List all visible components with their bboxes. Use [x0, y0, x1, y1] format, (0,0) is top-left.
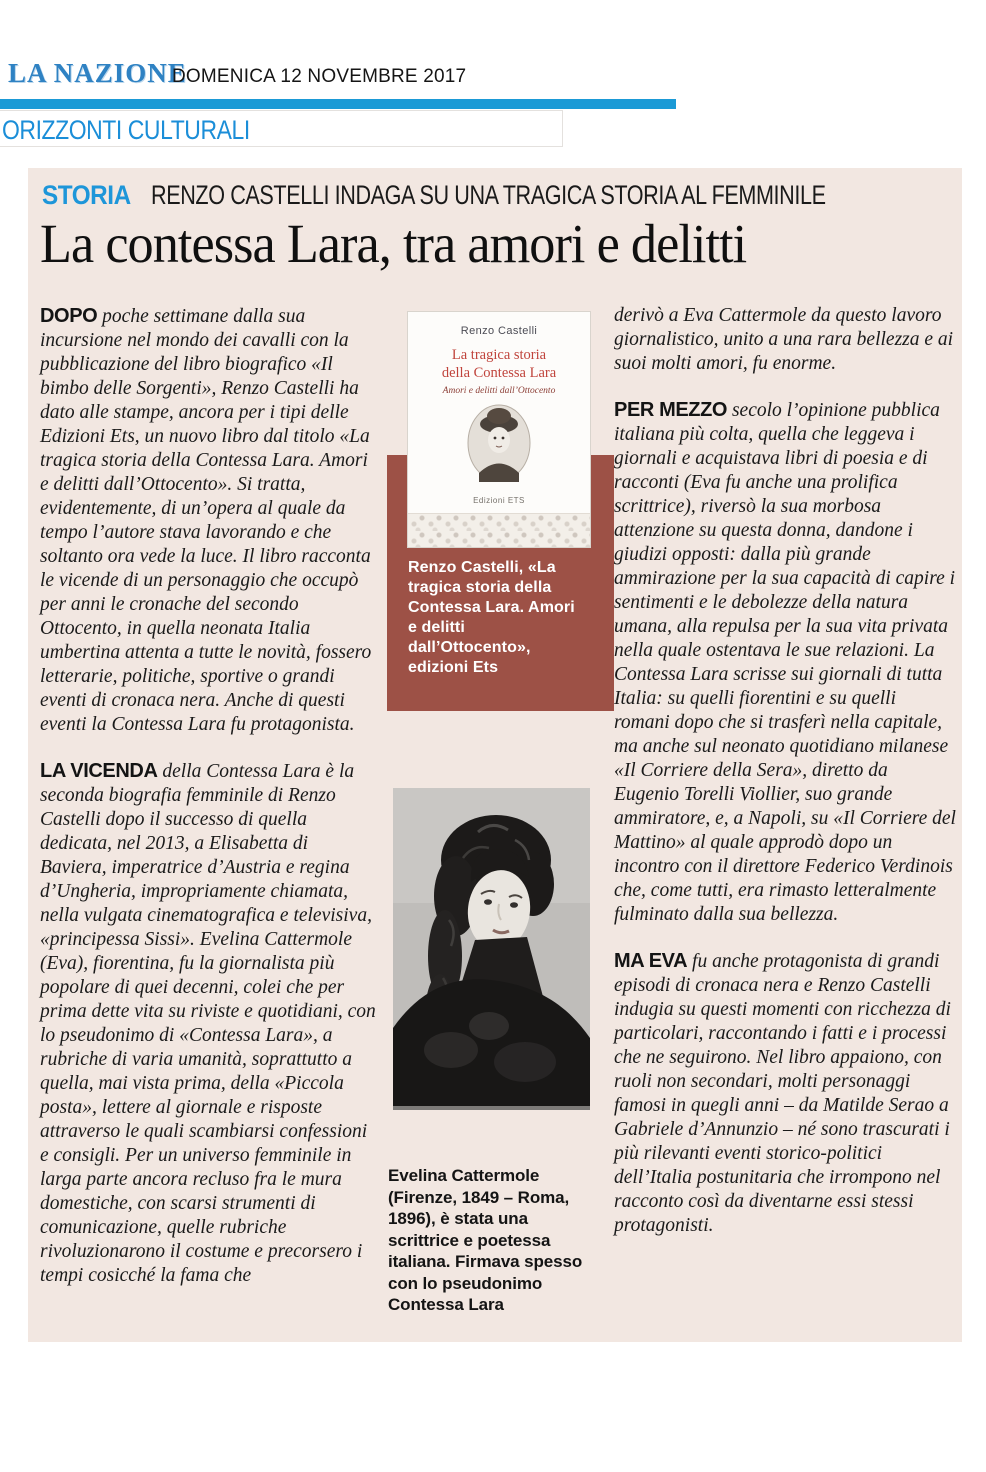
book-cover-lace-pattern [408, 513, 590, 547]
headline-text: La contessa Lara, tra amori e delitti [40, 213, 747, 274]
photo-caption: Evelina Cattermole (Firenze, 1849 – Roma, 1896), è stata una scrittrice e poetessa italiana. Firmava spesso con lo pseudonimo Contessa Lara [388, 1166, 583, 1314]
paragraph [614, 304, 956, 376]
book-cover-image [407, 311, 591, 548]
article-block [28, 168, 962, 1342]
paragraph-text: fu anche protagonista di grandi episodi di cronaca nera e Renzo Castelli indugia su questi momenti con ricchezza di particolari, raccontando i fatti e i processi che ne seguirono. Nel libro appaiono, con ruoli non secondari, molti personaggi famosi in quegli anni – da Matilde Serao a Gabriele d’Annunzio – né sono trascurati i più rilevanti eventi storico-politici dell’Italia postunitaria che irrompono nel racconto così da diventarne essi stessi protagonisti. [614, 951, 951, 1236]
paragraph [614, 949, 956, 1238]
book-caption: Renzo Castelli, «La tragica storia della Contessa Lara. Amori e delitti dall’Ottocento», edizioni Ets [408, 559, 575, 676]
paragraph [40, 304, 378, 737]
masthead-logo: LA NAZIONE [8, 58, 187, 88]
book-cover-portrait-image [408, 403, 590, 488]
paragraph-lead: MA EVA [614, 950, 688, 972]
paragraph-text: della Contessa Lara è la seconda biografia femminile di Renzo Castelli dopo il successo di quella dedicata, nel 2013, a Elisabetta di Baviera, imperatrice d’Austria e regina d’Ungheria, impropriamente chiamata, nella vulgata cinematografica e televisiva, «principessa Sissi». Evelina Cattermole (Eva), fiorentina, fu la giornalista più popolare di quei decenni, colei che per prima dette vita su riviste e quotidiani, con lo pseudonimo di «Contessa Lara», a rubriche di varia umanità, soprattutto a quella, mai vista prima, della «Piccola posta», lettere al giornale e risposte attraverso le quali scambiarsi confessioni e consigli. Per un universo femminile in larga parte ancora recluso fra le mura domestiche, con scarsi strumenti di comunicazione, quelle rubriche rivoluzionarono il costume e precorsero i tempi cosicché la fama che [40, 761, 376, 1286]
evelina-portrait-photo [393, 788, 590, 1110]
kicker [42, 180, 962, 211]
paragraph-text: poche settimane dalla sua incursione nel mondo dei cavalli con la pubblicazione del libro biografico «Il bimbo delle Sorgenti», Renzo Castelli ha dato alle stampe, ancora per i tipi delle Edizioni Ets, un nuovo libro dal titolo «La tragica storia della Contessa Lara. Amori e delitti dall’Ottocento». Si tratta, evidentemente, di un’opera al quale da tempo l’autore stava lavorando e che soltanto ora vede la luce. Il libro racconta le vicende di un personaggio che occupò per anni le cronache del secondo Ottocento, in quella neonata Italia umbertina attenta a tutte le novità, fossero letterarie, politiche, sportive o grandi eventi di cronaca nera. Anche di questi eventi la Contessa Lara fu protagonista. [40, 306, 372, 735]
left-column [40, 304, 378, 1310]
book-cover-title-line2: della Contessa Lara [441, 365, 557, 381]
book-cover-subtitle: Amori e delitti dall’Ottocento [442, 386, 556, 396]
book-cover-publisher: Edizioni ETS [473, 496, 525, 505]
book-cover-author: Renzo Castelli [460, 325, 538, 337]
paragraph-text: secolo l’opinione pubblica italiana più colta, quella che leggeva i giornali e acquistava libri di poesia e di racconti (Eva fu anche una prolifica scrittrice), riversò la sua morbosa attenzione su questa donna, dandone i giudizi opposti: dalla più grande ammirazione per la sua capacità di capire i sentimenti e le debolezze della natura umana, alla repulsa per la sua vita privata nella quale ostentava le sue relazioni. La Contessa Lara scrisse sui giornali di tutta Italia: su quelli fiorentini e su quelli romani dopo che si trasferì nella capitale, ma anche sul neonato quotidiano milanese «Il Corriere della Sera», diretto da Eugenio Torelli Viollier, suo grande ammiratore, e, a Napoli, su «Il Corriere del Mattino» al quale approdò dopo un incontro con il direttore Federico Verdinois che, come tutti, era rimasto letteralmente fulminato dalla sua bellezza. [614, 400, 956, 925]
headline [40, 212, 783, 275]
paragraph-text: derivò a Eva Cattermole da questo lavoro giornalistico, unito a una rara bellezza e ai suoi molti amori, fu enorme. [614, 305, 954, 374]
paragraph [614, 398, 956, 927]
kicker-text: RENZO CASTELLI INDAGA SU UNA TRAGICA STORIA AL FEMMINILE [150, 180, 826, 210]
paragraph-lead: LA VICENDA [40, 760, 158, 782]
right-column [614, 304, 956, 1260]
section-title: ORIZZONTI CULTURALI [2, 115, 250, 145]
book-cover-title [408, 346, 590, 382]
paragraph-lead: PER MEZZO [614, 399, 728, 421]
section-box [0, 110, 563, 147]
paragraph-lead: DOPO [40, 305, 98, 327]
paragraph [40, 759, 378, 1288]
masthead-date: DOMENICA 12 NOVEMBRE 2017 [172, 66, 467, 87]
book-cover-title-line1: La tragica storia [451, 347, 547, 363]
kicker-label: STORIA [42, 180, 131, 210]
masthead-rule [0, 99, 676, 109]
